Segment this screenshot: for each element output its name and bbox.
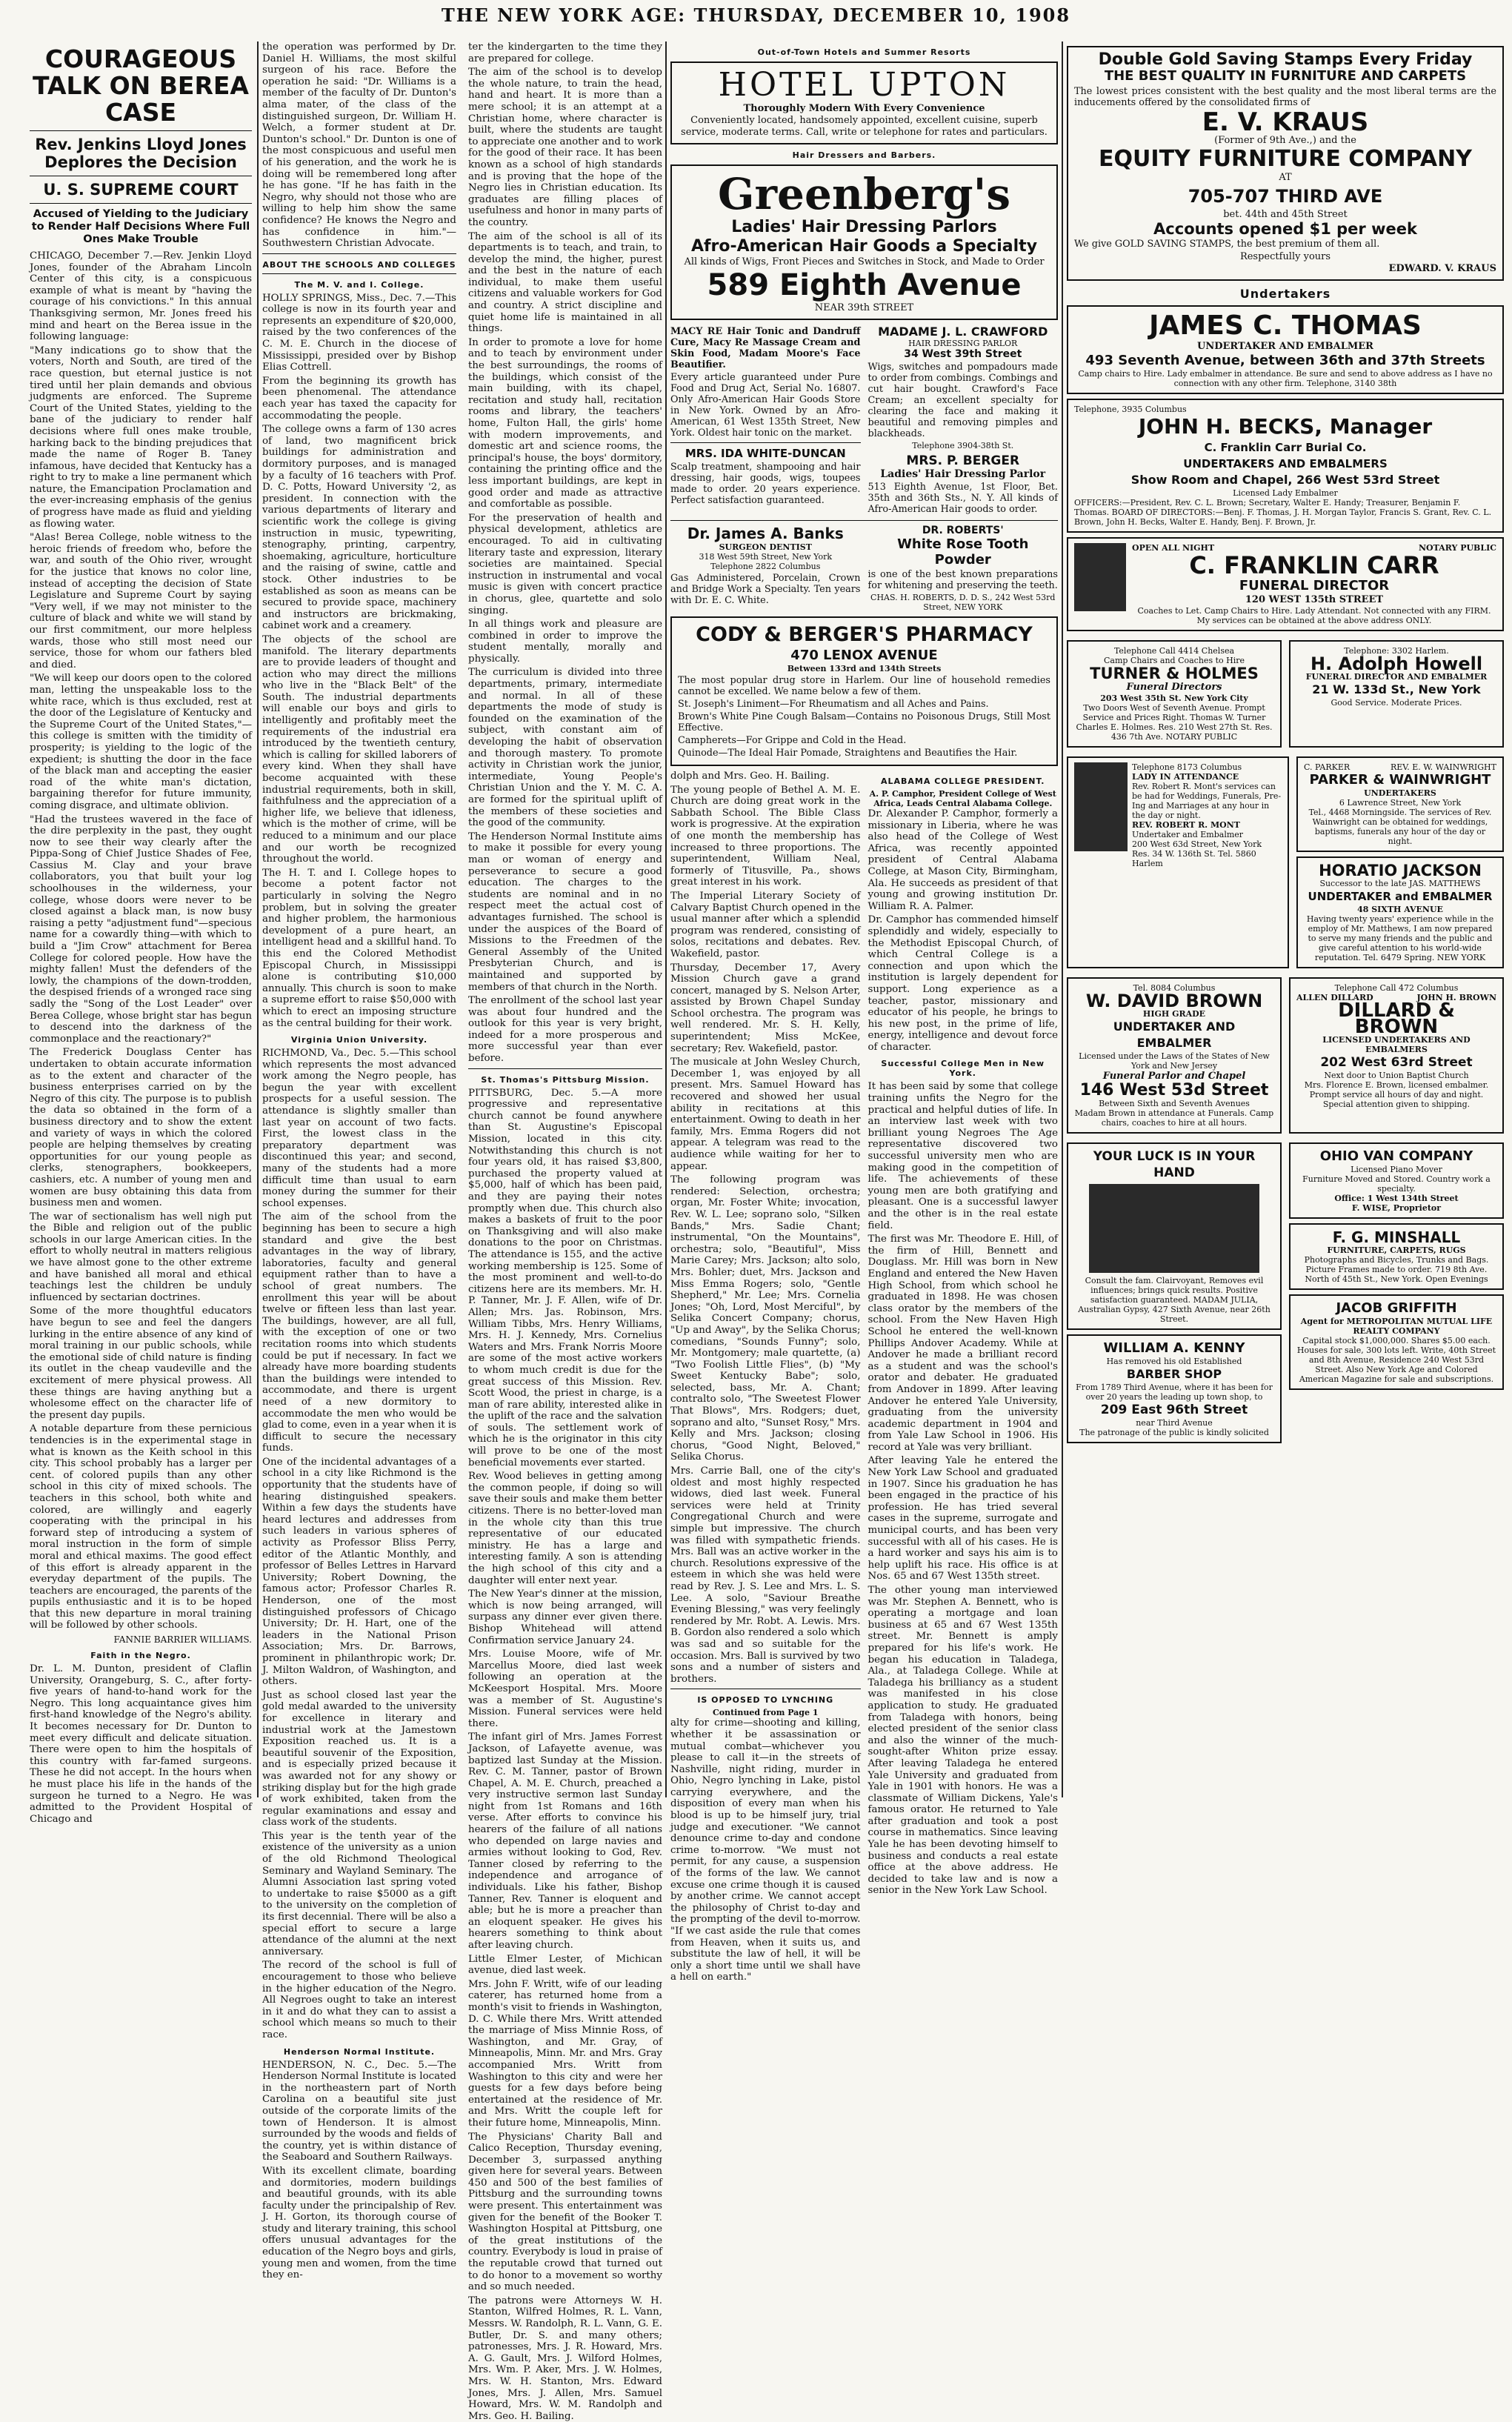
mont-portrait [1074, 762, 1128, 851]
paragraph: The aim of the school is all of its departments is to teach, and train, to develop the mind, the higher, purest and the best in the nature of each individual, to make them useful citizens and valuable workers for God and country. A strict discipline and quiet home life is maintained in all things. [468, 230, 662, 335]
brown-grade: HIGH GRADE [1142, 1009, 1206, 1019]
jackson-successor: Successor to the late JAS. MATTHEWS [1319, 879, 1481, 888]
paragraph: This year is the tenth year of the existence of the university as a union of the old Richmond Theological Seminary and Wayland Seminary. The Alumni Association last spring voted to undertake to raise $5000 as a gift to the university on the completion of its first decennial. There will be also a special effort to secure a large attendance of the alumni at the next anniversary. [262, 1830, 456, 1957]
banks-tel: Telephone 2822 Columbus [710, 562, 821, 571]
turner-text: Two Doors West of Seventh Avenue. Prompt Service and Prices Right. Thomas W. Turner Charles E. Holmes. Res. 210 West 27th St. Res. 436 7th Ave. NOTARY PUBLIC [1076, 703, 1273, 742]
turner-ad [1067, 640, 1282, 748]
quality-line: THE BEST QUALITY IN FURNITURE AND CARPETS [1104, 68, 1467, 84]
between-line: bet. 44th and 45th Street [1223, 209, 1348, 220]
mont-role: Undertaker and Embalmer [1132, 830, 1244, 839]
column-3 [670, 41, 1058, 1983]
hair-ads-row [670, 325, 1058, 516]
kenny-name: WILLIAM A. KENNY [1103, 1340, 1245, 1356]
hotel-upton-ad [670, 61, 1058, 144]
howell-ad [1289, 640, 1504, 748]
ohio-text: Furniture Moved and Stored. Country work a specialty. [1302, 1174, 1491, 1194]
cody-item: Campherets—For Grippe and Cold in the Head. [678, 735, 907, 746]
greenberg-address: 589 Eighth Avenue [707, 268, 1022, 302]
paragraph: The patrons were Attorneys W. H. Stanton, Wilfred Holmes, R. L. Vann, Messrs. W. Randolph, R. L. Vann, G. E. Butler, Dr. S. and many others; patronesses, Mrs. J. R. Howard, Mrs. A. G. Gault, Mrs. J. Wilford Holmes, Mrs. Wm. P. Aker, Mrs. J. W. Holmes, Mrs. W. H. Stanton, Mrs. Edward Jones, Mrs. J. Allen, Mrs. Samuel Howard, Mrs. W. M. Randolph and Mrs. Geo. H. Bailing. [468, 2295, 662, 2422]
macy-ad [670, 325, 861, 516]
ohio-sub: Licensed Piano Mover [1351, 1165, 1442, 1174]
howell-name: H. Adolph Howell [1310, 653, 1483, 674]
crawford-name: MADAME J. L. CRAWFORD [878, 325, 1048, 339]
cody-item: St. Joseph's Liniment—For Rheumatism and all Aches and Pains. [678, 699, 989, 710]
paragraph: Little Elmer Lester, of Michican avenue, died last week. [468, 1953, 662, 1977]
minshall-text: Photographs and Bicycles, Trunks and Bags. Picture Frames made to order. 719 8th Ave. North of 45th St., New York. Open Evenings [1304, 1255, 1489, 1284]
carr-sub: FUNERAL DIRECTOR [1239, 578, 1390, 593]
headline-supreme-court: U. S. SUPREME COURT [43, 181, 239, 199]
carr-notary: NOTARY PUBLIC [1418, 543, 1496, 553]
paragraph: The Frederick Douglass Center has undertaken to obtain accurate information as to the extent and character of the business enterprises carried on by the Negro of this city. The purpose is to publish the data so obtained in the form of a business directory and to show the extent and variety of ways in which the colored people are helping themselves by creating opportunities for our young people as clerks, stenographers, bookkeepers, cashiers, etc. A number of young men and women are busy obtaining this data from business men and women. [30, 1047, 252, 1209]
dillard-name: DILLARD & BROWN [1338, 999, 1455, 1038]
crawford-address: 34 West 39th Street [904, 348, 1022, 360]
cody-between: Between 133rd and 134th Streets [787, 664, 942, 673]
paragraph: the operation was performed by Dr. Daniel H. Williams, the most skilful surgeon of his race. Before the operation he said: "Dr. Williams is a member of the faculty of Dr. Dunton's alma mater, of the class of the distinguished surgeon, Dr. William H. Welch, a former student at Dr. Dunton's school." Dr. Dunton is one of the most conspicuous and useful men of his generation, and the work he is doing will be remembered long after he has gone. "If he has faith in the Negro, why should not those who are willing to help him show the same confidence? He knows the Negro and has confidence in him."—Southwestern Christian Advocate. [262, 41, 456, 250]
mont-text: Rev. Robert R. Mont's services can be had for Weddings, Funerals, Pre-Ing and Marriages at any hour in the day or night. [1132, 782, 1282, 820]
subsection-title: The M. V. and I. College. [294, 279, 424, 290]
becks-tel: Telephone, 3935 Columbus [1074, 405, 1187, 414]
becks-firm: C. Franklin Carr Burial Co. [1204, 441, 1367, 454]
section-title: Faith in the Negro. [90, 1651, 191, 1661]
paragraph: The H. T. and I. College hopes to become a potent factor not particularly in solving the Negro problem, but in solving the greater and higher problem, the harmonious development of a pure heart, an intelligent head and a skillful hand. To this end the Colored Methodist Episcopal Church, in Mississippi alone is contributing $10,000 annually. This church is soon to make a supreme effort to raise $50,000 with which to erect an imposing structure as the central building for their work. [262, 867, 456, 1029]
mont-ad [1067, 756, 1289, 968]
turner-sub: Funeral Directors [1126, 682, 1222, 693]
paragraph: The college owns a farm of 130 acres of land, two magnificent brick buildings for administration and dormitory purposes, and is managed by a faculty of 16 teachers with Prof. D. C. Potts, Howard University '2, as president. In connection with the various departments of literary and scientific work the college is giving instruction in music, typewriting, stenography, printing, carpentry, shoemaking, agriculture, horticulture and the raising of swine, cattle and stock. Other industries to be established as soon as means can be secured to provide space, machinery and instructors are brickmaking, cabinet work and a creamery. [262, 424, 456, 632]
roberts-text: is one of the best known preparations for whitening and preserving the teeth. [867, 569, 1058, 591]
respectfully-line: Respectfully yours [1239, 251, 1331, 262]
paragraph: With its excellent climate, boarding and dormitories, modern buildings and beautiful grounds, with its able faculty under the principalship of Rev. J. H. Gorton, its thorough course of study and literary training, this school offers unusual advantages for the education of the Negro boys and girls, young men and women, from the time they en- [262, 2165, 456, 2281]
roberts-sub: White Rose Tooth Powder [897, 536, 1029, 568]
section-title: Undertakers [1239, 287, 1331, 301]
brown-license: Licensed under the Laws of the States of New York and New Jersey [1079, 1051, 1270, 1071]
greenberg-name: Greenberg's [717, 169, 1011, 219]
thomas-sub: UNDERTAKER AND EMBALMER [1197, 341, 1373, 352]
crawford-text: Wigs, switches and pompadours made to order from combings. Combings and cut hair bought. Crawford's Face Cream; an excellent specialty for clearing the face and making it beautiful and removing pimples and blackheads. [867, 362, 1058, 439]
dental-ads-row [670, 525, 1058, 612]
dillard-tel: Telephone Call 472 Columbus [1334, 983, 1459, 993]
accounts-line: Accounts opened $1 per week [1153, 220, 1417, 238]
becks-sub: UNDERTAKERS AND EMBALMERS [1183, 457, 1388, 470]
deck: A. P. Camphor, President College of West Africa, Leads Central Alabama College. [869, 789, 1056, 808]
dillard-ad [1289, 977, 1504, 1134]
griffith-name: JACOB GRIFFITH [1336, 1300, 1457, 1316]
kraus-name: E. V. KRAUS [1202, 107, 1369, 137]
headline-berea: COURAGEOUS TALK ON BEREA CASE [33, 44, 249, 127]
brown-parlor: Funeral Parlor and Chapel [1102, 1071, 1246, 1082]
thomas-name: JAMES C. THOMAS [1149, 310, 1422, 341]
parker-right: REV. E. W. WAINWRIGHT [1390, 762, 1496, 772]
parker-left: C. PARKER [1304, 762, 1351, 772]
paragraph: Some of the more thoughtful educators have begun to see and feel the dangers lurking in the entire absence of any kind of moral training in our public schools, while the emotional side of child nature is finding its outlet in the cheap vaudeville and the excitement of mere physical prowess. All these things are having anything but a wholesome effect on the character life of the present day pupils. [30, 1305, 252, 1421]
paragraph: The Physicians' Charity Ball and Calico Reception, Thursday evening, December 3, surpassed anything given here for several years. Between 450 and 500 of the best families of Pittsburg and the surrounding towns were present. This entertainment was given for the benefit of the Booker T. Washington Hospital at Pittsburg, one of the great institutions of the country. Everybody is loud in praise of the reputable crowd that turned out to do honor to a movement so worthy and so much needed. [468, 2131, 662, 2293]
paragraph: The enrollment of the school last year was about four hundred and the outlook for this year is very bright, indeed for a more prosperous and more successful year than ever before. [468, 995, 662, 1065]
section-title: Hair Dressers and Barbers. [792, 150, 936, 160]
subsection-title: Virginia Union University. [290, 1035, 428, 1045]
column-2 [262, 41, 662, 2422]
mont-tel: Telephone 8173 Columbus [1132, 762, 1242, 772]
brown-tel: Tel. 8084 Columbus [1133, 983, 1216, 993]
paragraph: The Henderson Normal Institute aims to make it possible for every young man or woman of energy and perseverance to secure a good education. The charges to the students are nominal and in no respect meet the actual cost of advantages furnished. The school is under the auspices of the Board of Missions to the Freedmen of the General Assembly of the United Presbyterian Church, and is maintained and supported by members of that church in the North. [468, 831, 662, 993]
luck-text: Consult the fam. Clairvoyant, Removes evil influences; brings quick results. Positive satisfaction guaranteed. MADAM JULIA, Australian Gypsy, 427 Sixth Avenue, near 26th Street. [1078, 1276, 1270, 1324]
ohio-van-ad [1289, 1142, 1504, 1219]
equity-name: EQUITY FURNITURE COMPANY [1099, 146, 1472, 172]
column-2-right [468, 41, 662, 2422]
paragraph: Mrs. Carrie Ball, one of the city's oldest and most highly respected widows, died last week. Funeral services were held at Trinity Congregational Church and were simple but impressive. The church was filled with sympathetic friends. Mrs. Ball was an active worker in the church. Resolutions expressive of the esteem in which she was held were read by Rev. J. S. Lee and Mrs. L. S. Lee. A solo, "Saviour Breathe Evening Blessing," was very feelingly rendered by Mr. Robt. A. Lewis. Mrs. B. Gordon also rendered a solo which was sad and so suitable for the occasion. Mrs. Ball is survived by two sons and a number of sisters and brothers. [670, 1465, 861, 1685]
continued-note: Continued from Page 1 [713, 1708, 819, 1718]
dillard-right: JOHN H. BROWN [1416, 993, 1496, 1002]
cody-address: 470 LENOX AVENUE [790, 648, 938, 663]
howell-sub: FUNERAL DIRECTOR AND EMBALMER [1305, 672, 1488, 682]
dillard-near: Next door to Union Baptist Church [1324, 1071, 1469, 1080]
paragraph: "Had the trustees wavered in the face of the dire perplexity in the past, they ought now to see their way clearly after the Pippa-Song of Chief Justice Shades of Fee, Cassius M. Clay and your brave collaborators, you that built your log schoolhouses in the wilderness, your college, whose doors were never to be closed against a black man, is now busy raising a petty "adjustment fund"—specious name for a cowardly thing—with which to build a "Jim Crow" attachment for Berea College for colored people. How have the mighty fallen! Must the defenders of the lowly, the champions of the down-trodden, the despised friends of a wronged race sing sadly the "Song of the Lost Leader" over Berea College, whose bright star has begun to descend into the darkness of the commonplace and the reactionary?" [30, 814, 252, 1045]
banks-address: 318 West 59th Street, New York [699, 552, 833, 562]
paragraph: Thursday, December 17, Avery Mission Church gave a grand concert, managed by S. Nelson Arter, assisted by Brown Chapel Sunday School orchestra. The program was well rendered. Mr. S. H. Kelly, superintendent; Miss McKee, secretary; Rev. Wakefield, pastor. [670, 962, 861, 1054]
howell-text: Good Service. Moderate Prices. [1331, 698, 1462, 708]
thomas-text: Camp chairs to Hire. Lady embalmer in attendance. Be sure and send to above address as I have no connection with any other firm. Telephone, 3140 38th [1078, 369, 1493, 388]
dillard-text: Mrs. Florence E. Brown, licensed embalmer. Prompt service all hours of day and night. Special attention given to shipping. [1304, 1080, 1489, 1109]
macy-text: Every article guaranteed under Pure Food and Drug Act, Serial No. 16807. Only Afro-American Hair Goods Store in New York. Owned by an Afro-American, 61 West 135th Street, New York. Oldest hair tonic on the market. [670, 372, 861, 439]
howell-tel: Telephone: 3302 Harlem. [1344, 646, 1449, 656]
jackson-ad [1296, 856, 1504, 968]
paragraph: A notable departure from these pernicious tendencies is in the experimental stage in what is known as the Keith school in this city. This school probably has a larger per cent. of colored pupils than any other school in this city of mixed schools. The teachers in this school, both white and colored, are willingly and eagerly cooperating with the principal in his forward step of introducing a system of moral instruction in the form of simple moral and ethical maxims. The good effect of this effort is already apparent in the everyday department of the pupils. The teachers are encouraged, the parents of the pupils enthusiastic and it is to be hoped that this new departure in moral training will be followed by other schools. [30, 1423, 252, 1631]
at-line: AT [1279, 172, 1292, 183]
turner-tel: Telephone Call 4414 Chelsea [1113, 646, 1235, 656]
crawford-ad [868, 325, 1059, 516]
column-rule [1062, 41, 1063, 1797]
paragraph: It has been said by some that college training unfits the Negro for the practical and helpful duties of life. In an interview last week with two brilliant young Negroes The Age representative discovered two successful university men who are making good in the competition of life. The achievements of these young men are both gratifying and pleasant. One is a successful lawyer and the other is in the real estate field. [867, 1081, 1058, 1231]
luck-ad [1067, 1142, 1282, 1330]
paragraph: HENDERSON, N. C., Dec. 5.—The Henderson Normal Institute is located in the northeastern part of North Carolina on a beautiful site just outside of the corporate limits of the town of Henderson. It is almost surrounded by the woods and fields of the country, yet is within distance of the Seaboard and Southern Railways. [262, 2059, 456, 2163]
paragraph: The aim of the school is to develop the whole nature, to train the head, hand and heart. It is more than a mere school; it is an attempt at a Christian home, where character is built, where the students are taught to appreciate one another and to work for the good of their race. It has been known as a school of high standards and is proving that the hope of the Negro lies in Christian education. Its graduates are filling places of usefulness and honor in many parts of the country. [468, 67, 662, 228]
section-title: Out-of-Town Hotels and Summer Resorts [757, 47, 971, 57]
undertakers-row-3 [1067, 973, 1504, 1138]
turner-chairs: Camp Chairs and Coaches to Hire [1103, 656, 1245, 665]
paragraph: In all things work and pleasure are combined in order to improve the student mentally, morally and physically. [468, 619, 662, 665]
paragraph: The musicale at John Wesley Church, December 1, was enjoyed by all present. Mrs. Samuel Howard has recovered and showed her usual ability in recitations at this entertainment. Owing to death in her family, Mrs. Emma Rogers did not appear. A telegram was read to the audience while waiting for her to appear. [670, 1057, 861, 1172]
carr-name: C. FRANKLIN CARR [1189, 551, 1439, 579]
berger-name: MRS. P. BERGER [906, 453, 1020, 468]
lowest-line: The lowest prices consistent with the best quality and the most liberal terms are the inducements offered by the consolidated firms of [1074, 86, 1496, 108]
brown-name: W. DAVID BROWN [1085, 991, 1263, 1011]
dillard-address: 202 West 63rd Street [1320, 1055, 1473, 1070]
column-rule [257, 41, 259, 1797]
cody-text: The most popular drug store in Harlem. Our line of household remedies cannot be excelled. We name below a few of them. [678, 675, 1050, 697]
section-title: Successful College Men in New York. [881, 1059, 1045, 1079]
carr-portrait [1074, 543, 1126, 611]
paragraph: The Imperial Literary Society of Calvary Baptist Church opened in the usual manner after which a splendid program was rendered, consisting of solos, recitations and debates. Rev. Wakefield, pastor. [670, 890, 861, 959]
griffith-sub: Agent for METROPOLITAN MUTUAL LIFE REALTY COMPANY [1300, 1317, 1493, 1336]
turner-address: 203 West 35th St. New York City [1100, 693, 1248, 703]
kenny-sub: Has removed his old Established [1106, 1357, 1242, 1366]
minshall-sub: FURNITURE, CARPETS, RUGS [1327, 1245, 1466, 1255]
paragraph: ter the kindergarten to the time they are prepared for college. [468, 41, 662, 64]
paragraph: The New Year's dinner at the mission, which is now being arranged, will surpass any dinner ever given there. Bishop Whitehead will attend Confirmation service January 24. [468, 1588, 662, 1646]
banks-name: Dr. James A. Banks [687, 525, 844, 542]
minshall-ad [1289, 1223, 1504, 1290]
thomas-ad [1067, 305, 1504, 394]
cody-name: CODY & BERGER'S PHARMACY [696, 623, 1033, 646]
paragraph: Mrs. John F. Writt, wife of our leading caterer, has returned home from a month's visit to friends in Washington, D. C. While there Mrs. Writt attended the marriage of Miss Minnie Ross, of Washington, and Mr. Gray, of Minneapolis, Minn. Mr. and Mrs. Gray accompanied Mrs. Writt from Washington to this city and were her guests for a few days before being entertained at the residence of Mr. and Mrs. Writt the couple left for their future home, Minneapolis, Minn. [468, 1978, 662, 2129]
paragraph: alty for crime—shooting and killing, whether it be assassination or mutual combat—whichever you please to call it—in the streets of Nashville, night riding, murder in Ohio, Negro lynching in Lake, pistol carrying everywhere, and the disposition of every man when his blood is up to be himself jury, trial judge and executioner. "We cannot denounce crime to-day and condone crime to-morrow. "We must not permit, for any cause, a suspension of the forms of the law. We cannot excuse one crime though it is caused by another crime. We cannot accept the philosophy of Christ to-day and the prompting of the devil to-morrow. "If we cast aside the rule that comes from Heaven, when it suits us, and substitute the law of hell, it will be only a short time until we shall have a hell on earth." [670, 1717, 861, 1983]
parker-address: 6 Lawrence Street, New York [1339, 798, 1462, 808]
ohio-proprietor: F. WISE, Proprietor [1351, 1203, 1442, 1213]
paragraph: Dr. L. M. Dunton, president of Claflin University, Orangeburg, S. C., after forty-five years of hand-to-hand work for the Negro. This long acquaintance gives him first-hand knowledge of the Negro's ability. It becomes necessary for Dr. Dunton to meet every difficult and delicate situation. There were open to him the hospitals of this country with far-famed surgeons. These he did not accept. In the hours when he must place his life in the hands of the surgeon he turned to a Negro. He was admitted to the Provident Hospital of Chicago and [30, 1663, 252, 1825]
paragraph: "We will keep our doors open to the colored man, letting the unspeakable loss to the white race, which is thus excluded, rest at the door of the Legislature of Kentucky and the Supreme Court of the United States,"—this college is smitten with the timidity of prosperity; is yielding to the logic of the expedient; is shutting the door in the face of the black man and accepting the easier road of the white man's dictation, bargaining therefor for future immunity, coming disgrace, and ultimate oblivion. [30, 673, 252, 811]
section-title: IS OPPOSED TO LYNCHING [697, 1695, 834, 1706]
kenny-patron: The patronage of the public is kindly solicited [1079, 1428, 1269, 1437]
kenny-ad [1067, 1334, 1282, 1443]
column-rule [665, 41, 667, 1797]
undertakers-row-2 [1067, 752, 1504, 973]
paragraph: Dr. Camphor has commended himself splendidly and widely, especially to the Methodist Episcopal Church, of which Central College is a connection and upon which the institution is largely dependent for support. Long experience as a teacher, pastor, missionary and educator of his people, he brings to his new post, in the prime of life, energy, intelligence and devout force of character. [867, 914, 1058, 1053]
kenny-near: near Third Avenue [1136, 1418, 1213, 1428]
roberts-ad [868, 525, 1059, 612]
brown-between: Between Sixth and Seventh Avenues [1099, 1099, 1250, 1108]
crawford-tel: Telephone 3904-38th St. [912, 441, 1014, 450]
subsection-title: St. Thomas's Pittsburg Mission. [481, 1074, 650, 1085]
brown-address: 146 West 53d Street [1079, 1081, 1269, 1099]
stamps-line: Double Gold Saving Stamps Every Friday [1098, 50, 1473, 69]
column-2-left [262, 41, 456, 2281]
paragraph: After leaving Yale he entered the New York Law School and graduated in 1907. Since his graduation he has been engaged in the practice of his profession. He has tried several cases in the supreme, surrogate and municipal courts, and has been very successful with all of his cases. He is a hard worker and says his aim is to help uplift his race. His office is at Nos. 65 and 67 West 135th street. [867, 1455, 1058, 1583]
banks-sub: SURGEON DENTIST [719, 542, 812, 552]
column-3-right [868, 771, 1059, 1986]
jackson-sub: UNDERTAKER and EMBALMER [1308, 890, 1493, 903]
duncan-name: MRS. IDA WHITE-DUNCAN [685, 447, 846, 460]
parker-text: Tel., 4468 Morningside. The services of Rev. Wainwright can be obtained for weddings, baptisms, funerals any hour of the day or night. [1308, 808, 1492, 846]
hotel-line: Thoroughly Modern With Every Convenience [743, 103, 985, 114]
paragraph: The aim of the school from the beginning has been to secure a high standard and give the best advantages in the way of library, laboratories, faculty and general equipment rather than to have a school of great numbers. The enrollment this year will be about twelve or fifteen less than last year. The buildings, however, are all full, with the exception of one or two recitation rooms into which students could be put if necessary. In fact we already have more boarding students than the buildings were intended to accommodate, and there is urgent need of a new dormitory to accommodate the men who would be glad to come, even in a year when it is difficult to secure the necessary funds. [262, 1211, 456, 1454]
bottom-right-stack [1289, 1138, 1504, 1448]
column-3-news [670, 771, 1058, 1986]
paragraph: The following program was rendered: Selection, orchestra; organ, Mr. Foster White; invocation, Rev. W. L. Lee; soprano solo, "Silken Bands," Mrs. Sadie Chant; instrumental, "On the Mountains", orchestra; solo, "Beautiful", Miss Marie Carey; Mrs. Jackson; alto solo, Mrs. Bohler; duet, Mrs. Jackson and Miss Emma Rogers; solo, "Gentle Shepherd," Mr. Lee; Mrs. Cornelia Jones; "Oh, Lord, Most Merciful", by Selika Concert Company; chorus, "Up and Away", by the Selika Chorus; comedians, "Sounds Funny"; solo, Mr. Montgomery; male quartette, (a) "Two Foolish Little Flies", (b) "My Sweet Kentucky Babe"; solo, selected, bass, Mr. A. Chant; contralto solo, "The Sweetest Flower That Blows", Mrs. Rodgers; duet, soprano and alto, "Sunset Rosy," Mrs. Kelly and Mrs. Jackson; closing chorus, "Good Night, Beloved," Selika Chorus. [670, 1174, 861, 1463]
cody-berger-ad [670, 616, 1058, 766]
section-title: ABOUT THE SCHOOLS AND COLLEGES [262, 259, 456, 270]
greenberg-text: All kinds of Wigs, Front Pieces and Switches in Stock, and Made to Order [684, 256, 1045, 267]
former-line: (Former of 9th Ave.,) and the [1214, 135, 1356, 146]
kraus-address: 705-707 THIRD AVE [1188, 186, 1383, 207]
parker-name: PARKER & WAINWRIGHT [1309, 772, 1491, 788]
paragraph: For the preservation of health and physical development, athletics are encouraged. To aid in cultivating literary taste and expression, literary societies are maintained. Special instruction in instrumental and vocal music is given with concert practice in chorus, glee, quartette and solo singing. [468, 512, 662, 616]
greenberg-near: NEAR 39th STREET [814, 302, 914, 313]
howell-address: 21 W. 133d St., New York [1312, 682, 1481, 696]
paragraph: Dr. Alexander P. Camphor, formerly a missionary in Liberia, where he was also head of the College of West Africa, was recently appointed president of Central Alabama College, at Mason City, Birmingham, Ala. He succeeds as president of that young and growing institution Dr. William R. A. Palmer. [867, 808, 1058, 912]
jackson-name: HORATIO JACKSON [1319, 862, 1482, 879]
turner-name: TURNER & HOLMES [1090, 665, 1259, 682]
becks-officers: OFFICERS:—President, Rev. C. L. Brown; Secretary, Walter E. Handy; Treasurer, Benjamin F. Thomas. BOARD OF DIRECTORS:—Benj. F. Thomas, J. H. Morgan Taylor, Francis S. Grant, Rev. C. L. Brown, John H. Becks, Walter E. Handy, Benj. F. Brown, Jr. [1074, 498, 1492, 527]
parker-ad [1296, 756, 1504, 852]
column-1 [30, 41, 252, 1825]
ohio-name: OHIO VAN COMPANY [1319, 1148, 1473, 1164]
paragraph: "Alas! Berea College, noble witness to the heroic friends of freedom who, before the war, and south of the Ohio river, wrought for the justice that knows no color line, instead of accepting the decision of State Legislature and Supreme Court by saying "Very well, if we may not minister to the culture of black and white we will stand by our first commitment, our more helpless wards, those who still most need our service, those for whom our fathers bled and died. [30, 532, 252, 671]
berger-text: 513 Eighth Avenue, 1st Floor, Bet. 35th and 36th Sts., N. Y. All kinds of Afro-American Hair goods to order. [867, 482, 1058, 515]
carr-text: Coaches to Let. Camp Chairs to Hire. Lady Attendant. Not connected with any FIRM. My services can be obtained at the above address ONLY. [1137, 606, 1491, 625]
paragraph: Mrs. Louise Moore, wife of Mr. Marcellus Moore, died last week following an operation at the McKeesport Hospital. Mrs. Moore was a member of St. Augustine's Mission. Funeral services were held there. [468, 1649, 662, 1729]
paragraph: The infant girl of Mrs. James Forrest Jackson, of Lafayette avenue, was baptized last Sunday at the Mission. Rev. C. M. Tanner, pastor of Brown Chapel, A. M. E. Church, preached a very instructive sermon last Sunday night from 1st Romans and 16th verse. After efforts to convince his hearers of the failure of all nations who depended on large navies and armies without looking to God, Rev. Tanner closed by referring to the independence and arrogance of individuals. Like his father, Bishop Tanner, Rev. Tanner is eloquent and able; but he is more a preacher than an eloquent speaker. He gives his hearers something to think about after leaving church. [468, 1731, 662, 1951]
paragraph: RICHMOND, Va., Dec. 5.—This school which represents the most advanced work among the Negro people, has begun the year with excellent prospects for a useful session. The attendance is slightly smaller than last year on account of two facts. First, the lowest class in the preparatory department was discontinued this year; and second, many of the students had a more difficult time than usual to earn money during the summer for their school expenses. [262, 1048, 456, 1209]
masthead: THE NEW YORK AGE: THURSDAY, DECEMBER 10, 1908 [441, 4, 1071, 26]
paragraph: Rev. Wood believes in getting among the common people, if doing so will save their souls and make them better citizens. There is no better-loved man in the whole city than this true representative of our educated ministry. He has a large and interesting family. A son is attending the high school of this city and a daughter will enter next year. [468, 1471, 662, 1586]
roberts-name: DR. ROBERTS' [922, 525, 1004, 536]
palm-hand-image [1089, 1184, 1259, 1273]
paragraph: dolph and Mrs. Geo. H. Bailing. [670, 771, 830, 782]
roberts-address: CHAS. H. ROBERTS, D. D. S., 242 West 53rd Street, NEW YORK [870, 593, 1056, 612]
paragraph: HOLLY SPRINGS, Miss., Dec. 7.—This college is now in its fourth year and represents an expenditure of $20,000, raised by the two conferences of the C. M. E. Church in the diocese of Mississippi, presided over by Bishop Elias Cottrell. [262, 292, 456, 373]
headline-jones: Rev. Jenkins Lloyd Jones Deplores the Decision [35, 136, 247, 171]
paragraph: The war of sectionalism has well nigh put the Bible and religion out of the public schools in our large American cities. In the effort to wholly neutral in matters religious we have almost gone to the other extreme and have banished all moral and ethical teachings lest the children be unduly influenced by sectarian doctrines. [30, 1211, 252, 1303]
paragraph: The curriculum is divided into three departments, primary, intermediate and normal. In all of these departments the mode of study is founded on the examination of the subject, with constant aim of developing the habit of observation and thorough mastery. To promote activity in Christian work the junior, intermediate, Young People's Christian Union and the Y. M. C. A. are formed for the spiritual uplift of the members of these societies and the good of the community. [468, 667, 662, 829]
banks-text: Gas Administered, Porcelain, Crown and Bridge Work a Specialty. Ten years with Dr. E. C. White. [670, 573, 861, 606]
dillard-left: ALLEN DILLARD [1296, 993, 1373, 1002]
mont-name: REV. ROBERT R. MONT [1132, 820, 1240, 830]
kenny-shop: BARBER SHOP [1126, 1367, 1222, 1381]
hotel-name: HOTEL UPTON [718, 66, 1010, 104]
column-3-left [670, 771, 861, 1986]
ohio-office: Office: 1 West 134th Street [1334, 1194, 1459, 1203]
paragraph: The other young man interviewed was Mr. Stephen A. Bennett, who is operating a mortgage and loan business at 65 and 67 West 135th street. Mr. Bennett is amply prepared for his life's work. He began his education in Taladega, Ala., at Taladega College. While at Taladega his brilliancy as a student was manifested in his close application to study. He graduated from Taladega with honors, being elected president of the senior class and also the winner of the much-sought-after Whiton prize essay. After leaving Taladega he entered Yale University and graduated from Yale in 1901 with honors. He was a classmate of William Dickens, Yale's famous orator. He returned to Yale after graduation and took a post course in mathematics. Since leaving Yale he has been devoting himself to business and conducts a real estate office at the above address. He decided to take law and is now a senior in the New York Law School. [867, 1585, 1058, 1897]
becks-name: JOHN H. BECKS, Manager [1138, 414, 1433, 439]
brown-ad [1067, 977, 1282, 1134]
berger-sub: Ladies' Hair Dressing Parlor [880, 468, 1046, 480]
greenberg-ad [670, 164, 1058, 320]
brown-sub: UNDERTAKER AND EMBALMER [1113, 1019, 1236, 1050]
right-stack [1296, 752, 1504, 973]
kenny-address: 209 East 96th Street [1100, 1403, 1248, 1417]
paragraph: "Many indications go to show that the voters, North and South, are tired of the race question, but eternal justice is not tired until her plain demands and obvious judgments are enforced. The Supreme Court of the United States, yielding to the bane of the judiciary to render half decisions where full ones make trouble, harking back to the binding prejudices that made the name of Roger B. Taney infamous, have decided that Kentucky has a right to try to make a line permanent which nature, the Emancipation Proclamation and the ever-increasing emphasis of the genius of progress have made as fluid and yielding as flowing water. [30, 345, 252, 530]
signature-line: EDWARD. V. KRAUS [1388, 263, 1496, 274]
paragraph: PITTSBURG, Dec. 5.—A more progressive and representative church cannot be found anywhere than St. Augustine's Episcopal Mission, located in this city. Notwithstanding this church is not four years old, it has raised $3,800, purchased the property valued at $5,000, half of which has been paid, and they are paying their notes promptly when due. This church also makes a baskets of fruit to the poor on Thanksgiving and will also make donations to the poor on Christmas. The attendance is 155, and the active working membership is 125. Some of the most prominent and well-to-do citizens here are its members. Mr. H. P. Tanner, Mr. J. F. Allen, wife of Dr. Allen; Mrs. Jas. Robinson, Mrs. William Tibbs, Mrs. Henry Williams, Mrs. H. J. Kennedy, Mrs. Cornelius Waters and Mrs. Frank Norris Moore are some of the most active workers to whom much credit is due for the great success of this Mission. Rev. Scott Wood, the priest in charge, is a man of rare ability, interested alike in the uplift of the race and the salvation of souls. The settlement work of which he is the originator in this city will prove to be one of the most beneficial movements ever started. [468, 1087, 662, 1468]
mont-lady: LADY IN ATTENDANCE [1132, 772, 1239, 782]
mont-residence: Res. 34 W. 136th St. Tel. 5860 Harlem [1132, 849, 1256, 868]
hotel-text: Conveniently located, handsomely appointed, excellent cuisine, superb service, moderate terms. Call, write or telephone for rates and particulars. [681, 115, 1048, 138]
column-4 [1067, 41, 1504, 1797]
paragraph: The young people of Bethel A. M. E. Church are doing great work in the Sabbath School. The Bible Class work is progressive. At the expiration of one month the membership has increased to three proportions. The superintendent, William Neal, formerly of Titusville, Pa., shows great interest in his work. [670, 784, 861, 888]
carr-open: OPEN ALL NIGHT [1132, 543, 1215, 553]
paragraph: From the beginning its growth has been phenomenal. The attendance each year has taxed the capacity for accommodating the people. [262, 375, 456, 422]
minshall-name: F. G. MINSHALL [1332, 1228, 1461, 1246]
dillard-sub: LICENSED UNDERTAKERS AND EMBALMERS [1322, 1035, 1471, 1054]
greenberg-spec: Afro-American Hair Goods a Specialty [690, 237, 1038, 256]
undertakers-row-1 [1067, 636, 1504, 752]
byline: FANNIE BARRIER WILLIAMS. [113, 1634, 252, 1646]
kraus-ad [1067, 46, 1504, 281]
kenny-text: From 1789 Third Avenue, where it has been for over 20 years the leading up town shop, to [1076, 1383, 1273, 1402]
paragraph: The record of the school is full of encouragement to those who believe in the higher education of the Negro. All Negroes ought to take an interest in it and do what they can to assist a school which means so much to their race. [262, 1960, 456, 2040]
becks-ad [1067, 399, 1504, 533]
gold-stamps-line: We give GOLD SAVING STAMPS, the best premium of them all. [1074, 239, 1380, 250]
jackson-text: Having twenty years' experience while in the employ of Mr. Matthews, I am now prepared to serve my many friends and the public and give careful attention to his world-wide reputation. Tel. 6479 Spring. NEW YORK [1306, 914, 1494, 962]
paragraph: The objects of the school are manifold. The literary departments are to provide leaders of thought and action who may direct the millions who live in the "Black Belt" of the South. The industrial departments will enable our boys and girls to intelligently and profitably meet the requirements of the industrial era introduced by the twentieth century, which is calling for skilled laborers of every kind. When they shall have become acquainted with these industrial requirements, both in skill, faithfulness and the appreciation of a higher life, we believe that idleness, which is the mother of crime, will be reduced to a minimum and our place and our worth be recognized throughout the world. [262, 633, 456, 865]
paragraph: Just as school closed last year the gold medal awarded to the university for excellence in literary and industrial work at the Jamestown Exposition reached us. It is a beautiful souvenir of the Exposition, and is especially prized because it was awarded not for any showy or striking display but for the high grade of work exhibited, taken from the regular examinations and essay and class work of the students. [262, 1689, 456, 1829]
brown-text: Madam Brown in attendance at Funerals. Camp chairs, coaches to hire at all hours. [1074, 1108, 1274, 1128]
subsection-title: Henderson Normal Institute. [283, 2046, 436, 2057]
becks-lady: Licensed Lady Embalmer [1233, 488, 1338, 498]
paragraph: The first was Mr. Theodore E. Hill, of the firm of Hill, Bennett and Douglass. Mr. Hill was born in New England and entered the New Haven High School, from which school he graduated in 1898. He was chosen class orator by the members of the school. From the New Haven High School he entered the well-known Phillips Andover Academy. While at Andover he made a brilliant record as a student and was the school's orator and debater. He graduated from Andover in 1899. After leaving Andover he entered Yale University, graduating from the university academic department in 1904 and from Yale Law School in 1906. His record at Yale was very brilliant. [867, 1234, 1058, 1453]
parker-sub: UNDERTAKERS [1364, 788, 1436, 798]
paragraph: In order to promote a love for home and to teach by environment under the best surroundings, the rooms of the buildings, which consist of the main building, with its chapel, recitation and study hall, recitation rooms and library, the teachers' home, Fulton Hall, the girls' home with modern improvements, and domestic art and science rooms, the principal's house, the boys' dormitory, containing the printing office and the less important buildings, are kept in good order and made as attractive and comfortable as possible. [468, 336, 662, 510]
bottom-left-stack [1067, 1138, 1282, 1448]
luck-title: YOUR LUCK IS IN YOUR HAND [1093, 1149, 1256, 1180]
duncan-text: Scalp treatment, shampooing and hair dressing, hair goods, wigs, toupees made to order. 20 years experience. Perfect satisfaction guaranteed. [670, 462, 861, 506]
paragraph: CHICAGO, December 7.—Rev. Jenkin Lloyd Jones, founder of the Abraham Lincoln Center of this city, is a conspicuous example of what is meant by "having the courage of his convictions." In this annual Thanksgiving sermon, Mr. Jones freed his mind and heart on the Berea issue in the following language: [30, 250, 252, 343]
mont-address: 200 West 63d Street, New York [1132, 839, 1262, 849]
macy-title: MACY RE Hair Tonic and Dandruff Cure, Macy Re Massage Cream and Skin Food, Madam Moore's Face Beautifier. [670, 326, 861, 370]
cody-item: Quinode—The Ideal Hair Pomade, Straightens and Beautifies the Hair. [678, 748, 1018, 759]
bottom-ads-row [1067, 1138, 1504, 1448]
crawford-sub: HAIR DRESSING PARLOR [908, 339, 1018, 348]
griffith-ad [1289, 1294, 1504, 1390]
deck: Accused of Yielding to the Judiciary to Render Half Decisions Where Full Ones Make Trouble [31, 208, 250, 245]
carr-ad [1067, 537, 1504, 631]
banks-ad [670, 525, 861, 612]
becks-address: Show Room and Chapel, 266 West 53rd Street [1130, 473, 1440, 487]
paragraph: One of the incidental advantages of a school in a city like Richmond is the opportunity that the students have of hearing distinguished speakers. Within a few days the students have heard lectures and addresses from such leaders in various spheres of activity as Professor Bliss Perry, editor of the Atlantic Monthly, and professor of Belles Lettres in Harvard University; Robert Downing, the famous actor; Professor Charles R. Henderson, one of the most distinguished professors of Chicago University; Dr. H. Hart, one of the leaders in the National Prison Association; Mrs. Dr. Barrows, prominent in philanthropic work; Dr. J. Milton Waldron, of Washington, and others. [262, 1456, 456, 1688]
thomas-address: 493 Seventh Avenue, between 36th and 37th Streets [1085, 353, 1485, 368]
carr-address: 120 WEST 135th STREET [1245, 594, 1384, 605]
section-title: ALABAMA COLLEGE PRESIDENT. [881, 776, 1045, 786]
griffith-text: Capital stock $1,000,000. Shares $5.00 each. Houses for sale, 300 lots left. Write, 40th Street and 8th Avenue, Residence 240 West 53rd Street. Also New York Age and Colored American Magazine for sale and subscriptions. [1296, 1336, 1496, 1384]
jackson-address: 48 SIXTH AVENUE [1357, 905, 1443, 914]
cody-item: Brown's White Pine Cough Balsam—Contains no Poisonous Drugs, Still Most Effective. [678, 711, 1050, 733]
greenberg-sub: Ladies' Hair Dressing Parlors [731, 218, 997, 236]
